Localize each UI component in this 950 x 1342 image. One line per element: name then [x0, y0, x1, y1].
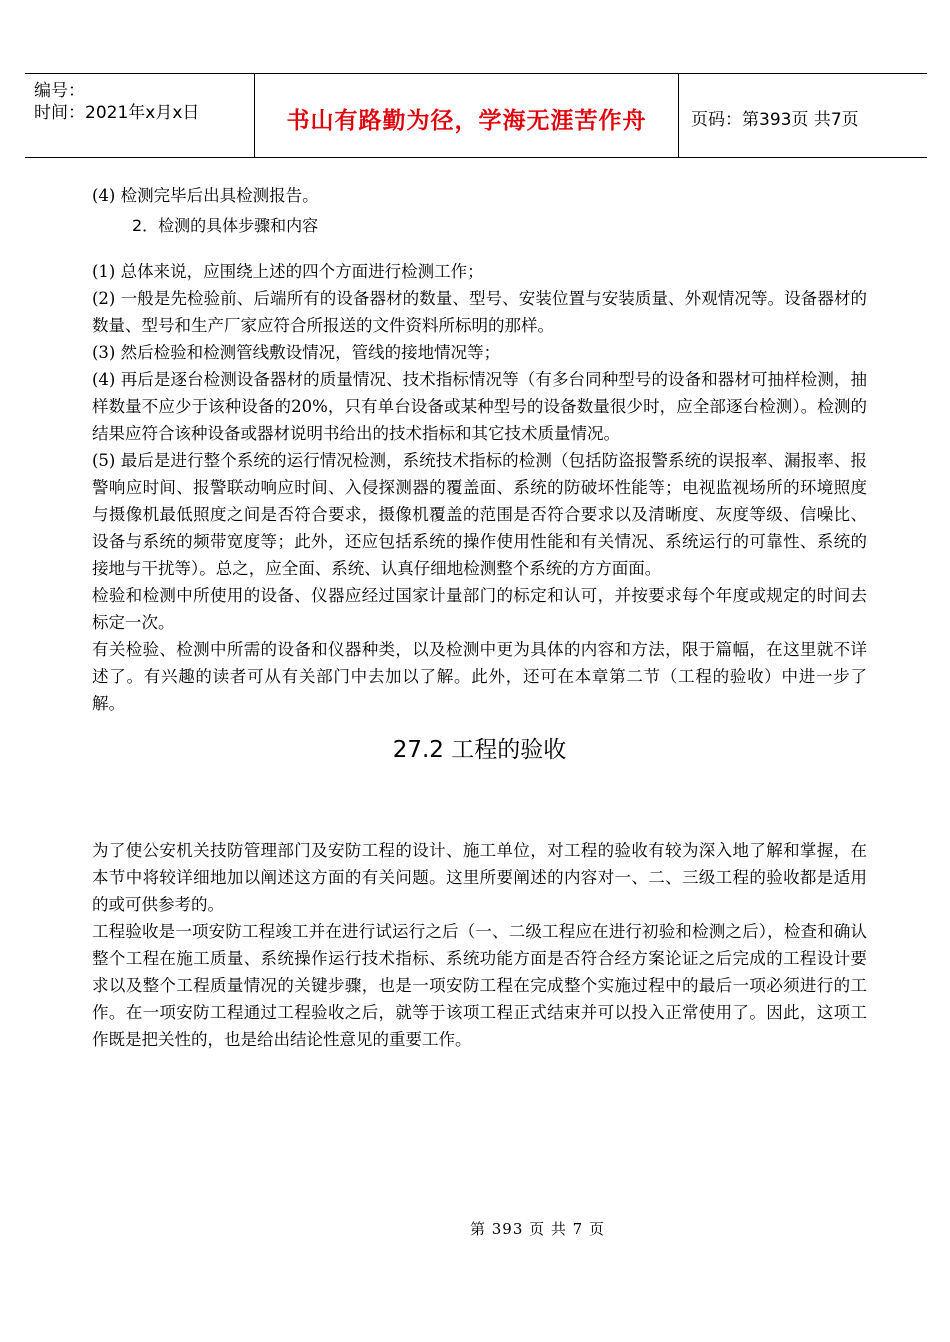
header-page-info: 页码：第393页 共7页 — [691, 110, 859, 130]
paragraph-3: (3) 然后检验和检测管线敷设情况，管线的接地情况等； — [92, 343, 501, 362]
paragraph-4: (4) 再后是逐台检测设备器材的质量情况、技术指标情况等（有多台同种型号的设备和器材可抽样检测，抽样数量不应少于该种设备的20%，只有单台设备或某种型号的设备数量很少时，应全部逐台检测）。检测的结果应符合该种设备或器材说明书给出的技术指标和其它技术质量情况。 — [92, 370, 867, 443]
paragraph-5: (5) 最后是进行整个系统的运行情况检测，系统技术指标的检测（包括防盗报警系统的误报率、漏报率、报警响应时间、报警联动响应时间、入侵探测器的覆盖面、系统的防破坏性能等；电视监视场所的环境照度与摄像机最低照度之间是否符合要求，摄像机覆盖的范围是否符合要求以及清晰度、灰度等级、信噪比、设备与系统的频带宽度等；此外，还应包括系统的操作使用性能和有关情况、系统运行的可靠性、系统的接地与干扰等）。总之，应全面、系统、认真仔细地检测整个系统的方方面面。 — [92, 451, 867, 578]
subheading: 2．检测的具体步骤和内容 — [132, 216, 319, 235]
time-label: 时间：2021年x月x日 — [34, 103, 200, 123]
paragraph-2: (2) 一般是先检验前、后端所有的设备器材的数量、型号、安装位置与安装质量、外观情况等。设备器材的数量、型号和生产厂家应符合所报送的文件资料所标明的那样。 — [92, 289, 867, 335]
paragraph-7: 有关检验、检测中所需的设备和仪器种类，以及检测中更为具体的内容和方法，限于篇幅，在这里就不详述了。有兴趣的读者可从有关部门中去加以了解。此外，还可在本章第二节（工程的验收）中进一步了解。 — [92, 640, 867, 713]
item-4-first: (4) 检测完毕后出具检测报告。 — [92, 186, 319, 205]
header-meta — [25, 74, 255, 157]
document-header — [25, 73, 927, 158]
paragraph-9: 工程验收是一项安防工程竣工并在进行试运行之后（一、二级工程应在进行初验和检测之后），检查和确认整个工程在施工质量、系统操作运行技术指标、系统功能方面是否符合经方案论证之后完成的工程设计要求以及整个工程质量情况的关键步骤，也是一项安防工程在完成整个实施过程中的最后一项必须进行的工作。在一项安防工程通过工程验收之后，就等于该项工程正式结束并可以投入正常使用了。因此，这项工作既是把关性的，也是给出结论性意见的重要工作。 — [92, 922, 867, 1049]
document-body — [92, 182, 867, 1053]
page-footer: 第 393 页 共 7 页 — [469, 1220, 605, 1238]
paragraph-6: 检验和检测中所使用的设备、仪器应经过国家计量部门的标定和认可，并按要求每个年度或规定的时间去标定一次。 — [92, 586, 867, 632]
section-title: 27.2 工程的验收 — [392, 737, 567, 763]
paragraph-8: 为了使公安机关技防管理部门及安防工程的设计、施工单位，对工程的验收有较为深入地了解和掌握，在本节中将较详细地加以阐述这方面的有关问题。这里所要阐述的内容对一、二、三级工程的验收都是适用的或可供参考的。 — [92, 841, 867, 914]
paragraph-1: (1) 总体来说，应围绕上述的四个方面进行检测工作； — [92, 262, 484, 281]
number-label: 编号： — [34, 81, 85, 101]
header-motto: 书山有路勤为径，学海无涯苦作舟 — [255, 74, 679, 157]
